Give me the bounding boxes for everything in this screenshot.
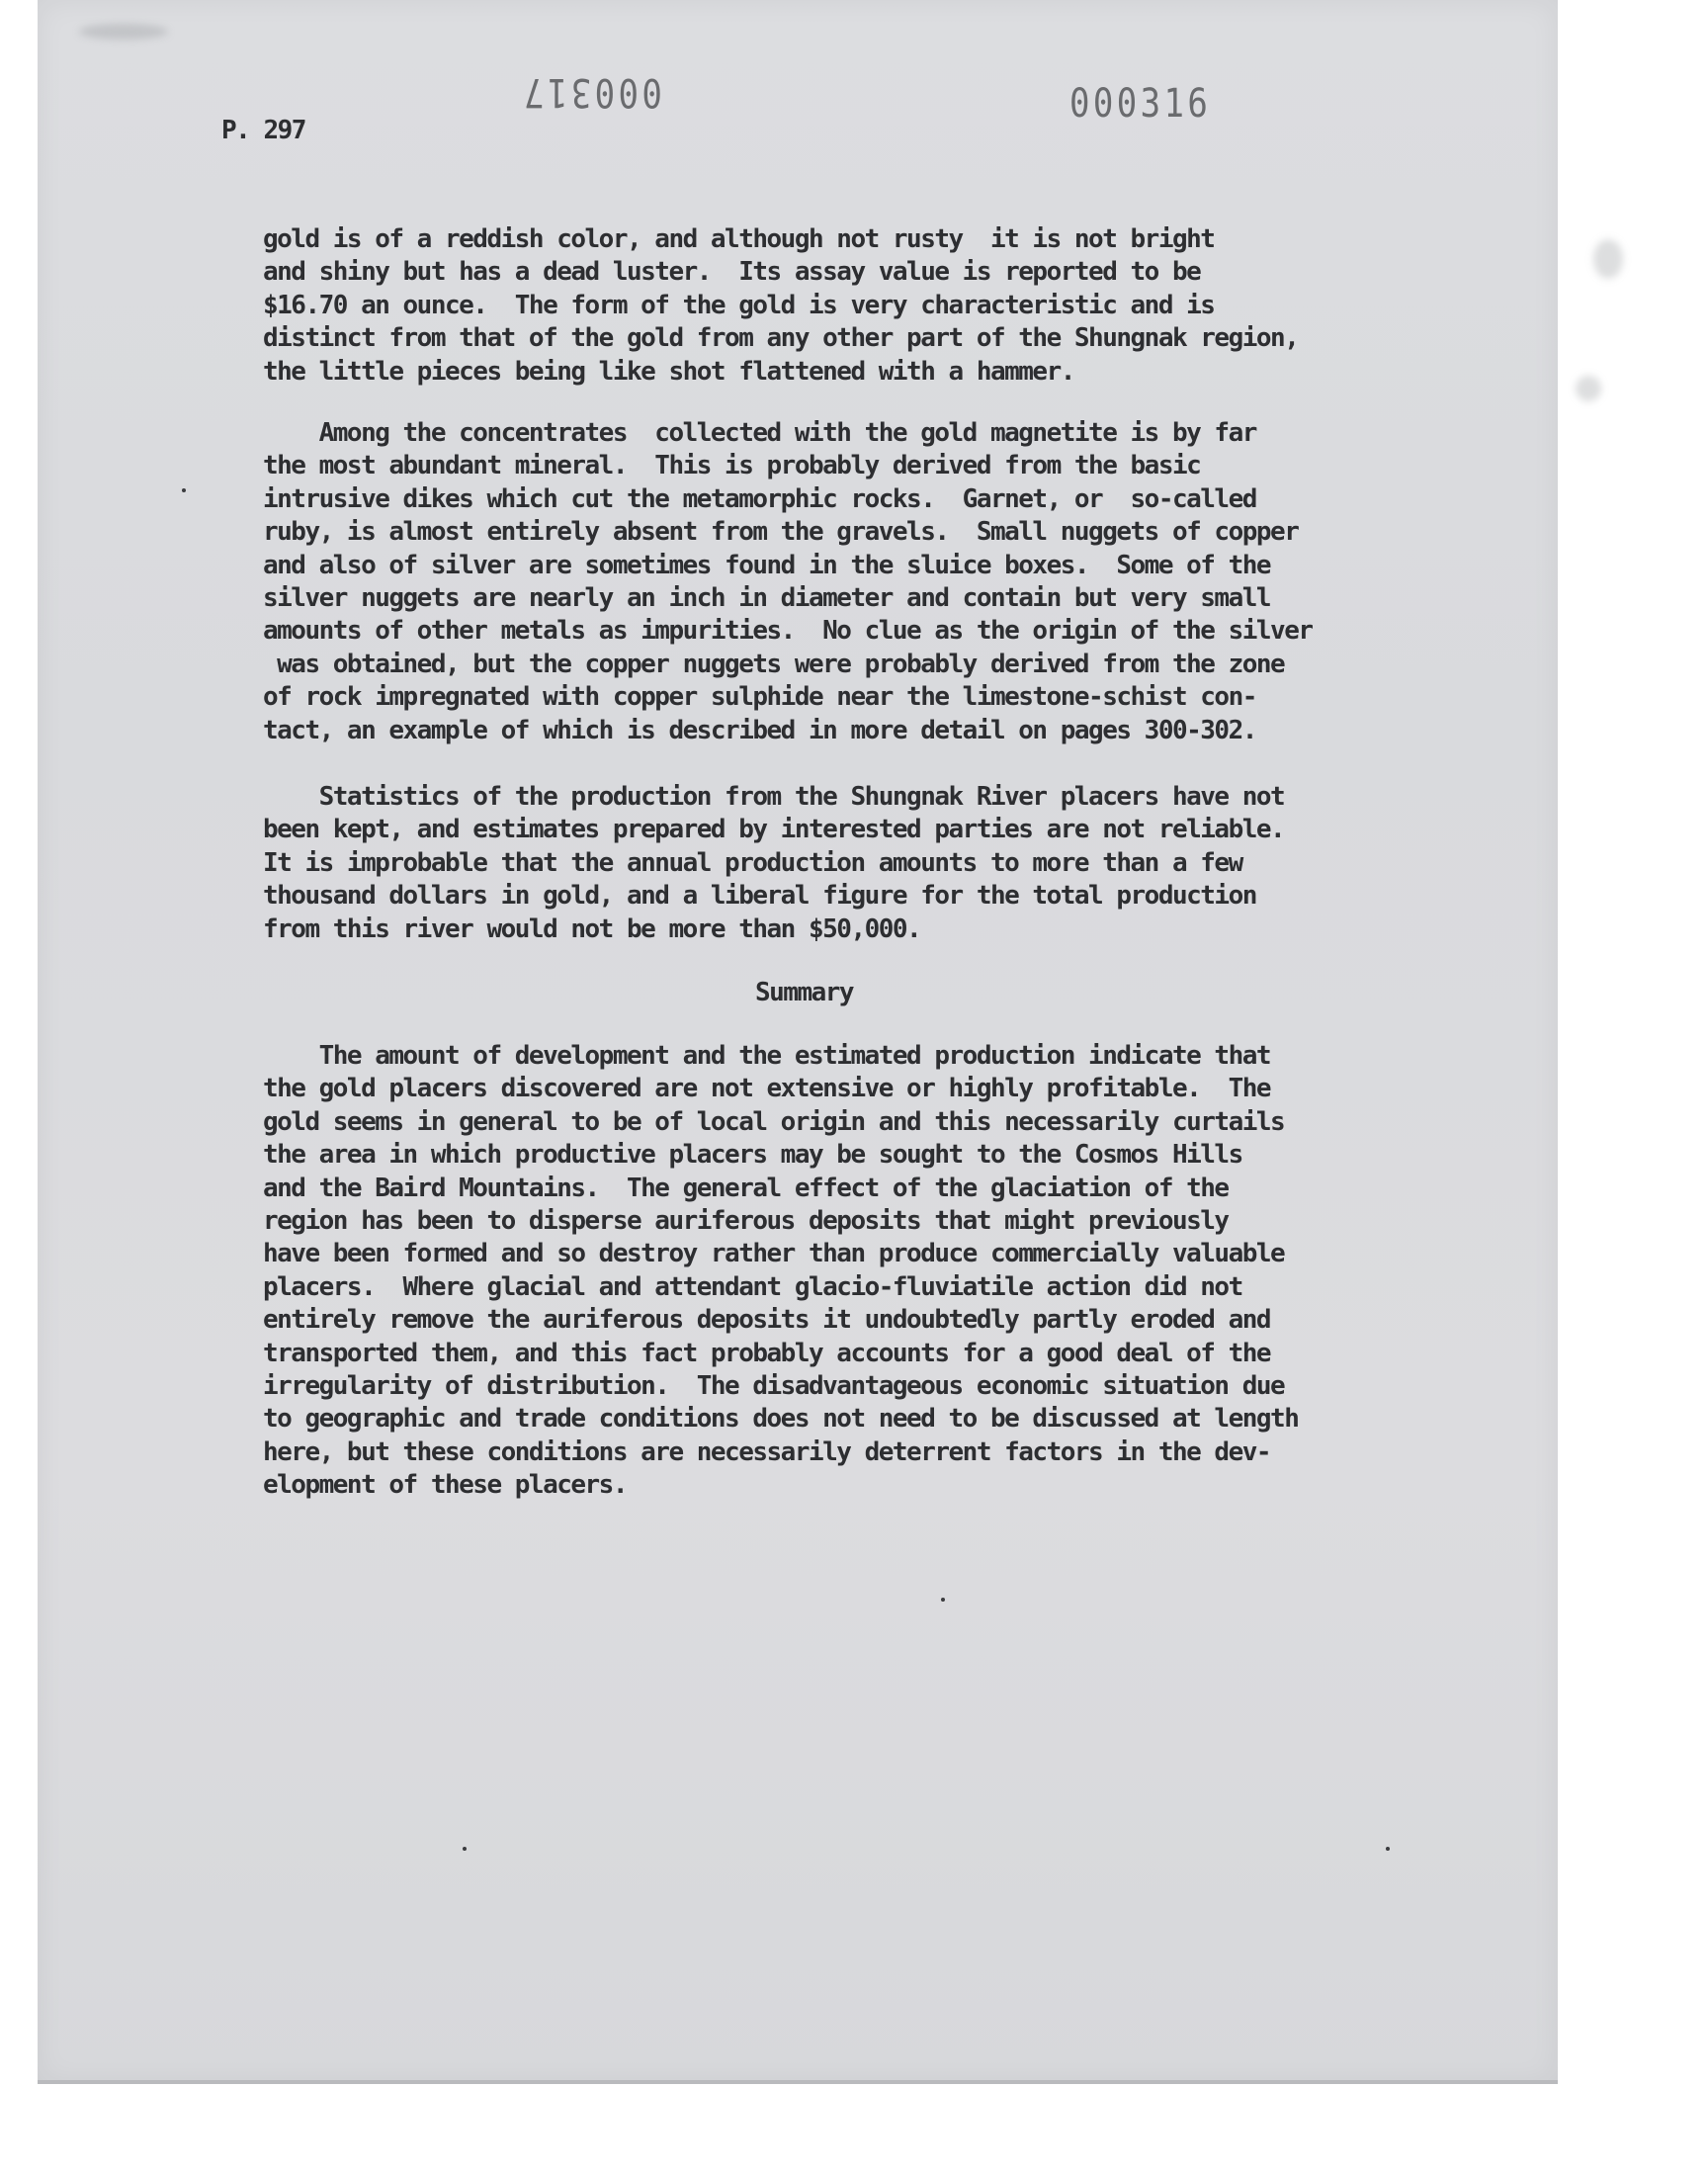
paragraph-concentrates: Among the concentrates collected with the gold magnetite is by far the most abundant mineral. This is probably derived from the basic intrusive dikes which cut the metamorphic rocks. Garnet, or so-called ruby, is almost entirely absent from the gravels. Small nuggets of copper and also of silver are sometimes found in the sluice boxes. Some of the silver nuggets are nearly an inch in diameter and contain but very small amounts of other metals as impurities. No clue as the origin of the silver was obtained, but the copper nuggets were probably derived from the zone of rock impregnated with copper sulphide near the limestone-schist con- tact, an example of which is described in more detail on pages 300-302. — [263, 418, 1313, 745]
scan-speck — [463, 1847, 467, 1851]
paragraph-gold-description: gold is of a reddish color, and although not rusty it is not bright and shiny but has a dead luster. Its assay value is reported to be $16.70 an ounce. The form of the gold is very characteristic and is distinct from that of the gold from any other part of the Shungnak region, the little pieces being like shot flattened with a hammer. — [263, 224, 1299, 387]
scan-speck — [182, 488, 186, 492]
scan-smudge — [79, 24, 168, 40]
page-number: P. 297 — [221, 116, 305, 145]
scan-speck — [1386, 1847, 1390, 1851]
page-bottom-edge — [38, 2080, 1558, 2084]
archive-stamp-right: 000316 — [1069, 81, 1212, 127]
scan-speck — [941, 1598, 945, 1602]
paragraph-summary: The amount of development and the estimated production indicate that the gold placers discovered are not extensive or highly profitable. The gold seems in general to be of local origin and this necessarily curtails the area in which productive placers may be sought to the Cosmos Hills and the Baird Mountains. The general effect of the glaciation of the region has been to disperse auriferous deposits that might previously have been formed and so destroy rather than produce commercially valuable placers. Where glacial and attendant glacio-fluviatile action did not entirely remove the auriferous deposits it undoubtedly partly eroded and transported them, and this fact probably accounts for a good deal of the irregularity of distribution. The disadvantageous economic situation due to geographic and trade conditions does not need to be discussed at length here, but these conditions are necessarily deterrent factors in the dev- elopment of these placers. — [263, 1041, 1299, 1501]
scan-smudge — [1576, 376, 1601, 401]
paragraph-production-statistics: Statistics of the production from the Shungnak River placers have not been kept, and estimates prepared by interested parties are not reliable. It is improbable that the annual production amounts to more than a few thousand dollars in gold, and a liberal figure for the total production from this river would not be more than $50,000. — [263, 782, 1285, 944]
scan-smudge — [1593, 239, 1623, 279]
archive-stamp-left: 000317 — [520, 69, 662, 115]
summary-heading: Summary — [755, 978, 854, 1007]
